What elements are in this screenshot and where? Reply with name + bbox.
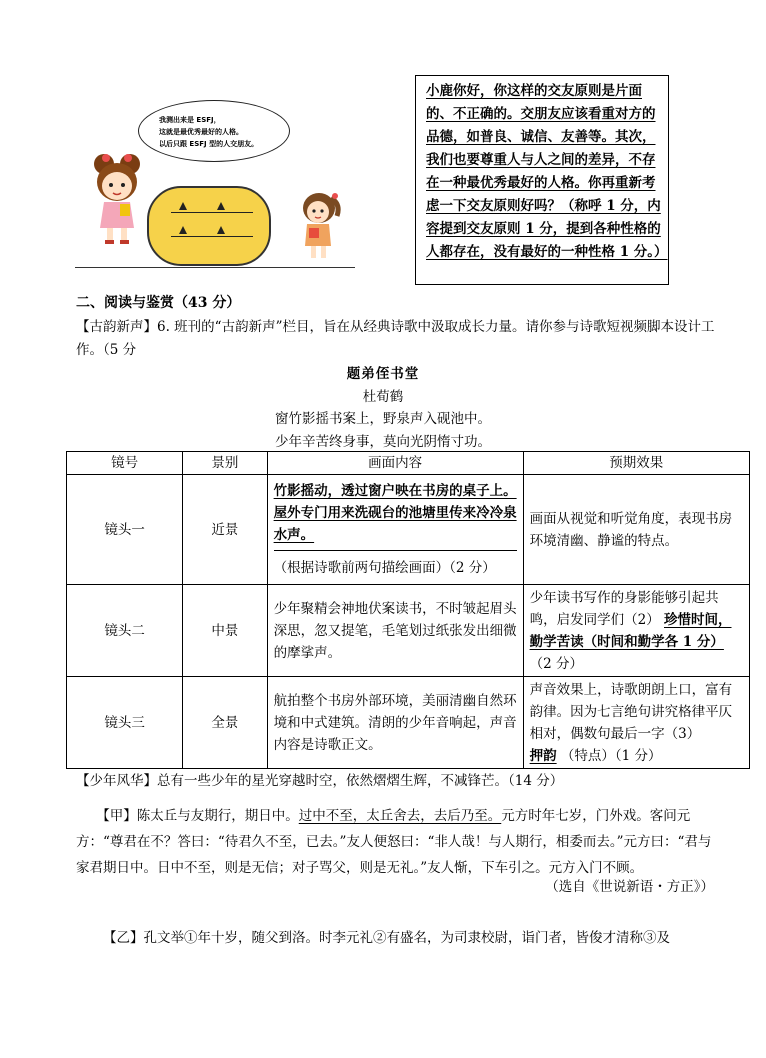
header-effect: 预期效果 [523, 452, 749, 475]
content-hint: （根据诗歌前两句描绘画面）（2 分） [274, 550, 517, 579]
effect-answer: 珍惜时间，勤学苦读（时间和勤学各 1 分） [529, 611, 732, 650]
jia-label: 【甲】 [96, 808, 137, 824]
storyboard-table [66, 451, 750, 769]
content-cell [267, 475, 523, 585]
effect-cell: 画面从视觉和听觉角度，表现书房环境清幽、静谧的特点。 [523, 475, 749, 585]
table-row [67, 475, 750, 585]
jia-text-c: 元方时年七岁，门外戏。客问元方：“尊君在不？答曰：“待君久不至，已去。”友人便怒曰：“非人哉！与人期行，相委而去。”元方曰：“君与家君期日中。日中不至，则是无信；对子骂父，则是无礼。”友人惭，下车引之。元方入门不顾。 [76, 808, 712, 876]
answer-box [415, 75, 669, 285]
content-answer: 竹影摇动，透过窗户映在书房的桌子上。屋外专门用来洗砚台的池塘里传来冷冷泉水声。 [273, 483, 517, 543]
jia-text-underlined: 过中不至，太丘舍去，去后乃至。 [298, 808, 502, 824]
effect-text: 少年读书写作的身影能够引起共鸣，启发同学们（2） [529, 589, 719, 628]
cartoon-baseline [75, 267, 355, 268]
passage-yi: 【乙】孔文举①年十岁，随父到洛。时李元礼②有盛名，为司隶校尉，诣门者，皆俊才清称③及 [103, 930, 670, 946]
poem-line-1: 窗竹影摇书案上，野泉声入砚池中。 [275, 411, 491, 427]
table-row [67, 585, 750, 677]
effect-text: 声音效果上，诗歌朗朗上口，富有韵律。因为七言绝句讲究格律平仄相对，偶数句最后一字（3） [529, 681, 733, 742]
bubble-line-1: 我测出来是 ESFJ， [159, 116, 221, 124]
speech-bubble-text [159, 114, 283, 150]
shot-cell: 镜头一 [67, 475, 183, 585]
section-title: 二、阅读与鉴赏（43 分） [76, 295, 241, 311]
poem-title: 题弟侄书堂 [346, 366, 420, 382]
shot-cell: 镜头二 [67, 585, 183, 677]
girl-left-icon [90, 148, 146, 248]
cartoon-illustration [75, 90, 365, 270]
header-content: 画面内容 [267, 452, 523, 475]
scale-cell: 全景 [183, 677, 267, 769]
shot-cell: 镜头三 [67, 677, 183, 769]
effect-cell [523, 677, 749, 769]
table-row [67, 677, 750, 769]
content-cell: 航拍整个书房外部环境，美丽清幽自然环境和中式建筑。清朗的少年音响起，声音内容是诗歌正文。 [267, 677, 523, 769]
effect-answer: 押韵 [529, 747, 557, 764]
intro-paragraph: 【古韵新声】6. 班刊的“古韵新声”栏目，旨在从经典诗歌中汲取成长力量。请你参与诗歌短视频脚本设计工作。（5 分 [76, 319, 715, 358]
bubble-line-3: 以后只跟 ESFJ 型的人交朋友。 [159, 140, 259, 148]
table-header-row [67, 452, 750, 475]
jia-text-a: 陈太丘与友期行，期日中。 [136, 808, 299, 824]
effect-score: （特点）（1 分） [560, 747, 662, 764]
speech-bubble-blank [147, 186, 271, 266]
bubble-line-2: 这就是最优秀最好的人格。 [159, 128, 243, 136]
effect-score: （2 分） [529, 655, 583, 672]
answer-text: 小鹿你好，你这样的交友原则是片面的、不正确的。交朋友应该看重对方的品德，如普良、诚信、友善等。其次，我们也要尊重人与人之间的差异，不存在一种最优秀最好的人格。你再重新考虑一下交友原则好吗？（称呼 1 分，内容提到交友原则 1 分，提到各种性格的人都存在，没有最好的一种性格 1 分。） [426, 83, 668, 260]
content-cell: 少年聚精会神地伏案读书，不时皱起眉头深思，忽又提笔，毛笔划过纸张发出细微的摩挲声。 [267, 585, 523, 677]
scale-cell: 中景 [183, 585, 267, 677]
girl-right-icon [295, 190, 343, 262]
passage-jia [76, 803, 714, 881]
header-scale: 景别 [183, 452, 267, 475]
youth-intro: 【少年风华】总有一些少年的星光穿越时空，依然熠熠生辉，不减锋芒。（14 分） [76, 773, 564, 789]
jia-source: （选自《世说新语・方正》） [545, 879, 714, 895]
effect-cell [523, 585, 749, 677]
poem-author: 杜荀鹤 [362, 389, 404, 405]
header-shot: 镜号 [67, 452, 183, 475]
scale-cell: 近景 [183, 475, 267, 585]
poem-line-2: 少年辛苦终身事，莫向光阴惰寸功。 [275, 434, 491, 450]
